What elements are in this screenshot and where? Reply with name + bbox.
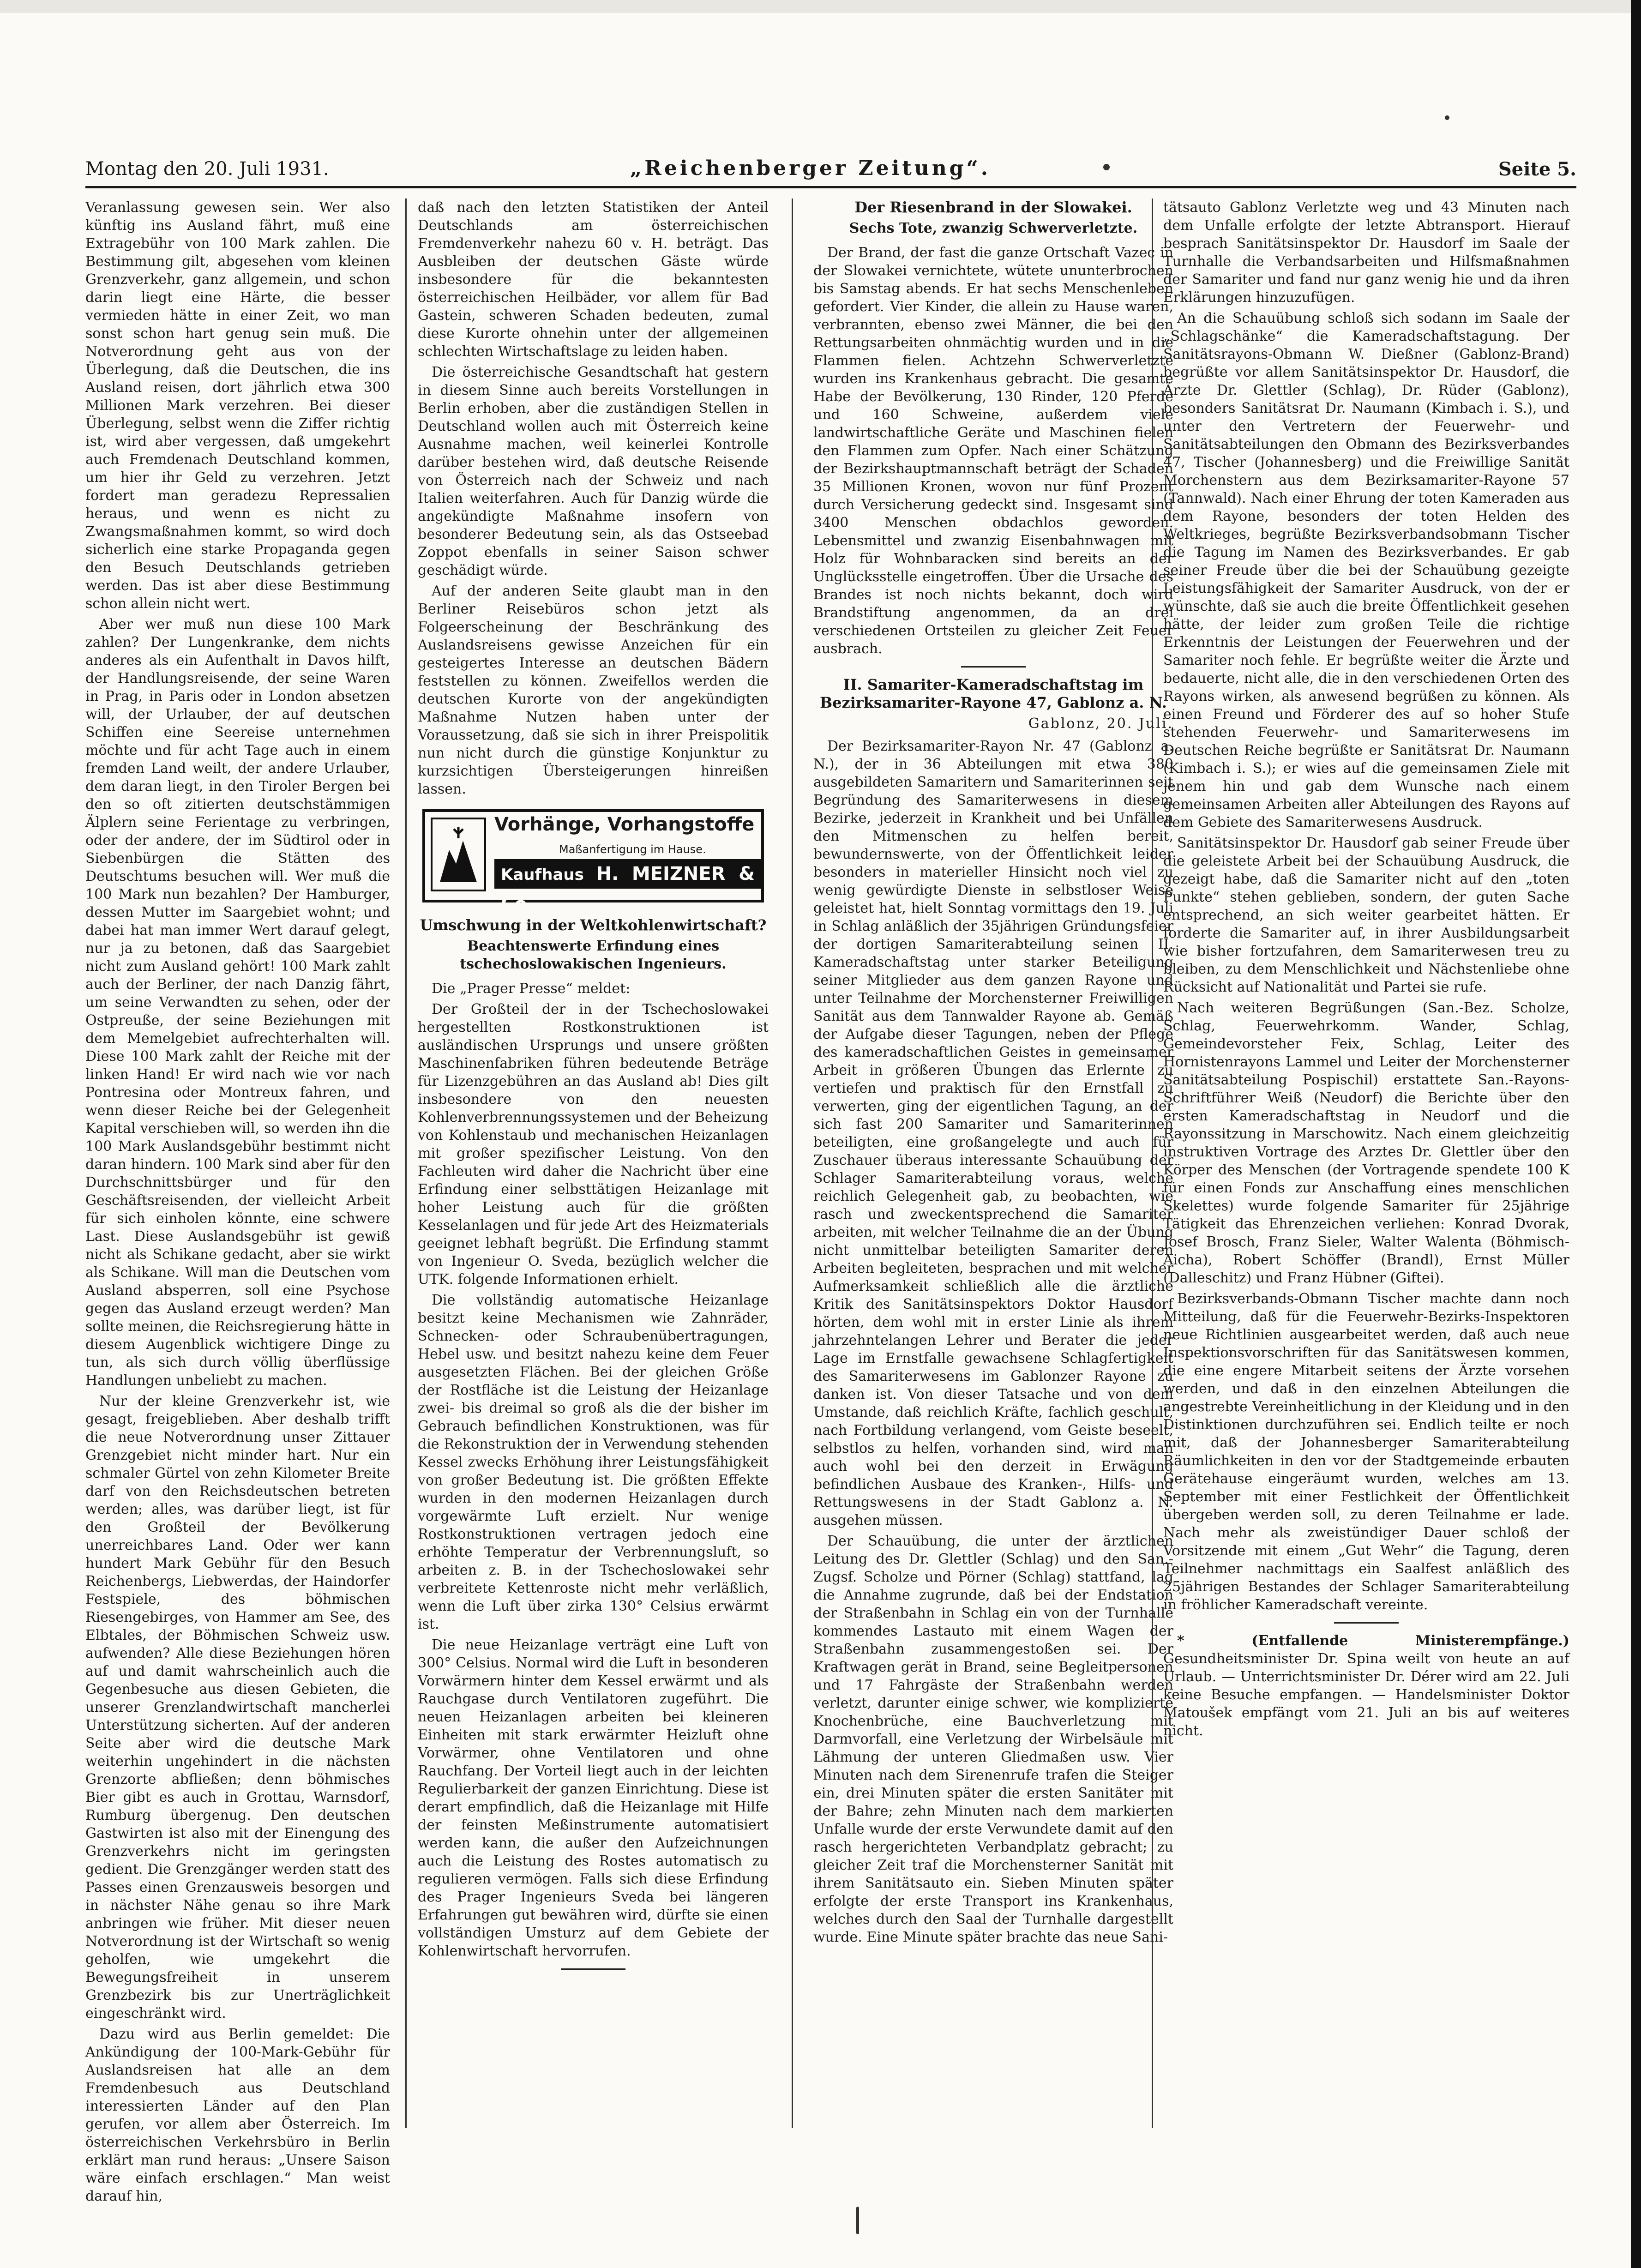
article-paragraph: Nach weiteren Begrüßungen (San.-Bez. Scholze, Schlag, Feuerwehrkomm. Wander, Schlag, Gemeindevorsteher Feix, Schlag, Leiter des Hornistenrayons Lammel und Leiter der Morchensterner Sanitätsabteilung Pospischil) erstattete San.-Rayons-Schriftführer Weiß (Neudorf) die Berichte über den ersten Kameradschaftstag in Neudorf und die Rayonssitzung in Marschowitz. Nach einem gleichzeitig instruktiven Vortrage des Arztes Dr. Glettler über den Körper des Menschen (der Vortragende spendete 100 K für einen Fonds zur Anschaffung eines menschlichen Skelettes) wurde folgende Samariter für 25jährige Tätigkeit das Ehrenzeichen verliehen: Konrad Dvorak, Josef Brosch, Franz Sieler, Walter Walenta (Böhmisch-Aicha), Robert Schöffer (Brandl), Ernst Müller (Dalleschitz) und Franz Hübner (Giftei). <box>1163 1000 1569 1286</box>
column-2 <box>418 199 769 2137</box>
news-notice <box>1163 1632 1569 1740</box>
column-4 <box>1163 199 1569 2137</box>
article-paragraph: Die vollständig automatische Heizanlage besitzt keine Mechanismen wie Zahnräder, Schnecken- oder Schraubenübertragungen, Hebel usw. und besitzt nahezu keine dem Feuer ausgesetzten Flächen. Bei der gleichen Größe der Rostfläche ist die Leistung der Heizanlage zwei- bis dreimal so groß als die der bisher im Gebrauch befindlichen Konstruktionen, was für die Rekonstruktion der in Verwendung stehenden Kessel zwecks Erhöhung ihrer Leistungsfähigkeit von großer Bedeutung ist. Die größten Effekte wurden in den modernen Heizanlagen durch vorgewärmte Luft erzielt. Nur wenige Rostkonstruktionen vertragen jedoch eine erhöhte Temperatur der Verbrennungsluft, so arbeiten z. B. in der Tschechoslowakei sehr verbreitete Kettenroste nicht mehr verläßlich, wenn die Luft über zirka 130° Celsius erwärmt ist. <box>418 1292 769 1632</box>
article-separator <box>561 1968 625 1970</box>
newspaper-title: „Reichenberger Zeitung“. <box>630 156 991 180</box>
column-1 <box>85 199 390 2204</box>
article-paragraph: Sanitätsinspektor Dr. Hausdorf gab seiner Freude über die geleistete Arbeit bei der Schauübung Ausdruck, die gezeigt habe, daß die Samariter nicht auf den „toten Punkte“ stehen geblieben, sondern, der guten Sache entsprechend, an sich weiter gearbeitet hätten. Er forderte die Samariter auf, in ihrer Ausbildungsarbeit wie bisher fortzufahren, dem Samariterwesen treu zu bleiben, zu dem Menschlichkeit und Nächstenliebe ohne Rücksicht auf Nationalität und Partei sie rufe. <box>1163 835 1569 995</box>
article-paragraph: Der Brand, der fast die ganze Ortschaft Vazec in der Slowakei vernichtete, wütete ununterbrochen bis Samstag abends. Er hat sechs Menschenleben gefordert. Vier Kinder, die allein zu Hause waren, verbrannten, ebenso zwei Männer, die bei den Rettungsarbeiten ohnmächtig wurden und in die Flammen fielen. Achtzehn Schwerverletzte wurden ins Krankenhaus gebracht. Die gesamte Habe der Bevölkerung, 130 Rinder, 120 Pferde und 160 Schweine, außerdem viele landwirtschaftliche Geräte und Maschinen fielen den Flammen zum Opfer. Nach einer Schätzung der Bezirkshauptmannschaft beträgt der Schaden 35 Millionen Kronen, wovon nur fünf Prozent durch Versicherung gedeckt sind. Insgesamt sind 3400 Menschen obdachlos geworden. Lebensmittel und zwanzig Eisenbahnwagen mit Holz für Wohnbaracken sind bereits an der Unglücksstelle eingetroffen. Über die Ursache des Brandes ist noch nichts bekannt, doch wird Brandstiftung angenommen, da an drei verschiedenen Ortsteilen zu gleicher Zeit Feuer ausbrach. <box>813 245 1173 657</box>
column-3 <box>813 199 1173 2137</box>
article-paragraph: Der Schauübung, die unter der ärztlichen Leitung des Dr. Glettler (Schlag) und den San.-Zugsf. Scholze und Pörner (Schlag) stattfand, lag die Annahme zugrunde, daß bei der Endstation der Straßenbahn in Schlag ein von der Turnhalle kommendes Lastauto mit einem Wagen der Straßenbahn zusammengestoßen sei. Der Kraftwagen gerät in Brand, seine Begleitpersonen und 17 Fahrgäste der Straßenbahn werden verletzt, darunter einige schwer, wie komplizierte Knochenbrüche, eine Bauchverletzung mit Darmvorfall, eine Verletzung der Wirbelsäule mit Lähmung der unteren Gliedmaßen usw. Vier Minuten nach dem Sirenenrufe trafen die Steiger ein, drei Minuten später die ersten Sanitäter mit der Bahre; zehn Minuten nach dem markierten Unfalle wurde der erste Verwundete damit auf den rasch hergerichteten Verbandplatz gebracht; zu gleicher Zeit traf die Morchensterner Sanität mit ihrem Sanitätsauto ein. Sieben Minuten später erfolgte der erste Transport ins Krankenhaus, welches durch den Saal der Turnhalle dargestellt wurde. Eine Minute später brachte das neue Sani- <box>813 1533 1173 1945</box>
header-rule <box>85 186 1576 188</box>
article-dateline: Gablonz, 20. Juli. <box>1028 716 1173 732</box>
article-paragraph: Veranlassung gewesen sein. Wer also künftig ins Ausland fährt, muß eine Extragebühr von 100 Mark zahlen. Die Bestimmung gilt, abgesehen vom kleinen Grenzverkehr, ganz allgemein, und schon darin liegt eine Härte, die besser vermieden hätte in einer Zeit, wo man sonst schon hart genug sein muß. Die Notverordnung geht aus von der Überlegung, daß die Deutschen, die ins Ausland reisen, dort jährlich etwa 300 Millionen Mark verzehren. Bei dieser Überlegung, selbst wenn die Ziffer richtig ist, wird aber vergessen, daß umgekehrt auch Fremdenach Deutschland kommen, um hier ihr Geld zu verzehren. Jetzt fordert man geradezu Repressalien heraus, und wenn es nicht zu Zwangsmaßnahmen kommt, so wird doch sicherlich eine starke Propaganda gegen den Besuch Deutschlands getrieben werden. Das ist aber diese Bestimmung schon allein nicht wert. <box>85 199 390 612</box>
advertisement-meizner <box>422 809 764 915</box>
header-date: Montag den 20. Juli 1931. <box>85 158 329 180</box>
page-number: Seite 5. <box>1498 158 1576 180</box>
article-paragraph: daß nach den letzten Statistiken der Anteil Deutschlands am österreichischen Fremdenverkehr nahezu 60 v. H. beträgt. Das Ausbleiben der deutschen Gäste würde insbesondere für die bekanntesten österreichischen Heilbäder, vor allem für Bad Gastein, schweren Schaden bedeuten, zumal diese Kurorte ohnehin unter der allgemeinen schlechten Wirtschaftslage zu leiden haben. <box>418 199 769 360</box>
ad-subline: Maßanfertigung im Hause. <box>559 843 706 856</box>
article-paragraph: Aber wer muß nun diese 100 Mark zahlen? Der Lungenkranke, dem nichts anderes als ein Aufenthalt in Davos hilft, der Handlungsreisende, der seine Waren in Prag, in Paris oder in London absetzen will, der Urlauber, der auf deutschen Schiffen eine Seereise unternehmen möchte und für acht Tage auch in einem fremden Land weilt, der andere Urlauber, dem daran liegt, in den Tiroler Bergen bei den so oft zitierten deutschstämmigen Älplern seine Ferientage zu verbringen, oder der andere, der im Südtirol oder in Siebenbürgen die Stätten des Deutschtums besuchen will. Wer muß die 100 Mark nun bezahlen? Der Hamburger, dessen Mutter im Saargebiet wohnt; und dabei hat man immer Wert darauf gelegt, nur ja zu betonen, daß das Saargebiet nicht zum Ausland gehört! 100 Mark zahlt auch der Berliner, der nach Danzig fährt, um seine Verwandten zu sehen, oder der Ostpreuße, der seine Beziehungen mit dem Memelgebiet aufrechterhalten will. Diese 100 Mark zahlt der Reiche mit der linken Hand! Er wird nach wie vor nach Pontresina oder Montreux fahren, und wenn dieser Reiche bei der Gelegenheit Kapital verschieben will, so werden ihn die 100 Mark Auslandsgebühr bestimmt nicht daran hindern. 100 Mark sind aber für den Durchschnittsbürger und für den Geschäftsreisenden, der vielleicht Arbeit für sich einholen könnte, eine schwere Last. Diese Auslandsgebühr ist gewiß nicht als Schikane gedacht, aber sie wirkt als Schikane. Will man die Deutschen vom Ausland absperren, soll eine Psychose gegen das Ausland erzeugt werden? Man sollte meinen, die Reichsregierung hätte in diesem Augenblick wichtigere Dinge zu tun, als sich durch völlig überflüssige Handlungen unbeliebt zu machen. <box>85 616 390 1389</box>
notice-body: Gesundheitsminister Dr. Spina weilt von heute an auf Urlaub. — Unterrichtsminister Dr. Dérer wird am 22. Juli keine Besuche empfangen. — Handelsminister Doktor Matoušek empfängt vom 21. Juli an bis auf weiteres nicht. <box>1163 1651 1569 1739</box>
column-divider <box>405 199 407 2128</box>
ad-firm-banner <box>494 859 761 915</box>
article-paragraph: Dazu wird aus Berlin gemeldet: Die Ankündigung der 100-Mark-Gebühr für Auslandsreisen hat alle an dem Fremdenbesuch aus Deutschland interessierten Länder auf den Plan gerufen, vor allem aber Österreich. Im österreichischen Verkehrsbüro in Berlin erklärt man rund heraus: „Unsere Saison wäre einfach erschlagen.“ Man weist darauf hin, <box>85 2026 390 2204</box>
article-separator <box>961 666 1026 668</box>
scan-speck <box>1103 164 1110 170</box>
column-divider <box>792 199 793 2128</box>
ad-firm-prefix: Kaufhaus <box>501 866 584 884</box>
article-paragraph: An die Schauübung schloß sich sodann im Saale der „Schlagschänke“ die Kameradschaftstagung. Der Sanitätsrayons-Obmann W. Dießner (Gablonz-Brand) begrüßte vor allem Sanitätsinspektor Dr. Hausdorf, die Ärzte Dr. Glettler (Schlag), Dr. Rüder (Gablonz), besonders Sanitätsrat Dr. Naumann (Kimbach i. S.), und unter den Vertretern der Feuerwehr- und Sanitätsabteilungen den Obmann des Bezirksverbandes 47, Tischer (Johannesberg) und die Freiwillige Sanität Morchenstern aus dem Bezirksamariter-Rayone 57 (Tannwald). Nach einer Ehrung der toten Kameraden aus dem Rayone, besonders der toten Helden des Weltkrieges, begrüßte Bezirksverbandsobmann Tischer die Tagung im Namen des Bezirksverbandes. Er gab seiner Freude über die bei der Schauübung gezeigte Leistungsfähigkeit der Samariter Ausdruck, von der er wünschte, daß sie auch die breite Öffentlichkeit gesehen hätte, der leider zum großen Teile die richtige Erkenntnis der Leistungen der Feuerwehren und der Samariter noch fehle. Er begrüßte weiter die Ärzte und bedauerte, nicht alle, die in den verschiedenen Orten des Rayons wirken, als anwesend begrüßen zu können. Als einen Freund und Förderer des auf so hoher Stufe stehenden Feuerwehr- und Samariterwesens im Deutschen Reiche begrüßte er Sanitätsrat Dr. Naumann (Kimbach i. S.); er wies auf die gemeinsamen Ziele mit jenem hin und gab dem Wunsche nach einem gemeinsamen Arbeiten aller Abteilungen des Rayons auf dem Gebiete des Samariterwesens Ausdruck. <box>1163 310 1569 830</box>
scan-speck <box>856 2207 859 2234</box>
article-headline: Der Riesenbrand in der Slowakei. <box>854 199 1132 216</box>
article-paragraph: tätsauto Gablonz Verletzte weg und 43 Minuten nach dem Unfalle erfolgte der letzte Abtransport. Hierauf besprach Sanitätsinspektor Dr. Hausdorf im Saale der Turnhalle die Verbandsarbeiten und Hilfsmaßnahmen der Samariter und fand nur ganz wenig hie und da ihren Erklärungen hinzuzufügen. <box>1163 199 1569 306</box>
article-paragraph: Auf der anderen Seite glaubt man in den Berliner Reisebüros schon jetzt als Folgeerscheinung der Beschränkung des Auslandsreisens gewisse Anzeichen für ein gesteigertes Interesse an deutschen Bädern feststellen zu können. Zweifellos werden die deutschen Kurorte von der angekündigten Maßnahme Nutzen haben unter der Voraussetzung, daß sie sich in ihrer Preispolitik nun nicht durch die günstige Konjunktur zu kurzsichtigen Übersteigerungen hinreißen lassen. <box>418 583 769 797</box>
article-separator <box>1334 1622 1399 1624</box>
article-paragraph: Die „Prager Presse“ meldet: <box>432 981 631 997</box>
article-paragraph: Nur der kleine Grenzverkehr ist, wie gesagt, freigeblieben. Aber deshalb trifft die neue Notverordnung unser Zittauer Grenzgebiet nicht minder hart. Nur ein schmaler Gürtel von zehn Kilometer Breite darf von den Reichsdeutschen betreten werden; alles, was darüber liegt, ist für den Großteil der Bevölkerung unerreichbares Land. Oder wer kann hundert Mark Gebühr für den Besuch Reichenbergs, Liebwerdas, der Haindorfer Festspiele, des böhmischen Riesengebirges, von Hammer am See, des Elbtales, der Böhmischen Schweiz usw. aufwenden? Alle diese Beziehungen hören auf und damit wahrscheinlich auch die Gegenbesuche aus diesen Gebieten, die unserer Grenzlandwirtschaft mancherlei Unterstützung sicherten. Auf der anderen Seite aber wird die deutsche Mark weiterhin ungehindert in die nächsten Grenzorte abfließen; denn böhmisches Bier gibt es auch in Grottau, Warnsdorf, Rumburg übergenug. Den deutschen Gastwirten ist also mit der Einengung des Grenzverkehrs nicht im geringsten gedient. Die Grenzgänger werden statt des Passes einen Grenzausweis besorgen und in nächster Nähe genau so ihre Mark anbringen wie früher. Mit dieser neuen Notverordnung ist der Wirtschaft so wenig geholfen, wie umgekehrt die Bewegungsfreiheit in unserem Grenzbezirk bis zur Unerträglichkeit eingeschränkt wird. <box>85 1393 390 2021</box>
article-paragraph: Der Bezirksamariter-Rayon Nr. 47 (Gablonz a. N.), der in 36 Abteilungen mit etwa 380 ausgebildeten Samaritern und Samariterinnen seit Begründung des Samariterwesens in diesem Bezirke, jederzeit in Krankheit und bei Unfällen den Mitmenschen zu helfen bereit, bewundernswerte, von der Öffentlichkeit leider besonders in materieller Hinsicht noch viel zu wenig gewürdigte Dienste in selbstloser Weise geleistet hat, hielt Sonntag vormittags den 19. Juli in Schlag anläßlich der 35jährigen Gründungsfeier der dortigen Samariterabteilung seinen II. Kameradschaftstag unter starker Beteiligung seiner Mitglieder aus dem ganzen Rayone und unter Teilnahme der Morchensterner Freiwilligen Sanität aus dem Tannwalder Rayone ab. Gemäß der Aufgabe dieser Tagungen, neben der Pflege des kameradschaftlichen Geistes in gemeinsamer Arbeit in größeren Übungen das Erlernte zu vertiefen und praktisch für den Ernstfall zu verwerten, ging der eigentlichen Tagung, an der sich fast 200 Samariter und Samariterinnen beteiligten, eine großangelegte und auch für Zuschauer überaus interessante Schauübung der Schlager Samariterabteilung voraus, welche reichlich Gelegenheit gab, zu beobachten, wie rasch und zweckentsprechend die Samariter arbeiten, mit welcher Teilnahme die an der Übung nicht unmittelbar beteiligten Samariter deren Arbeiten begleiteten, besprachen und mit welcher Aufmerksamkeit schließlich alle die ärztliche Kritik des Sanitätsinspektors Doktor Hausdorf hörten, dem wohl mit in erster Linie als ihrem jahrzehntelangen Lehrer und Berater die jeder Lage im Ernstfalle gewachsene Schlagfertigkeit des Samariterwesens im Gablonzer Rayone zu danken ist. Von dieser Tatsache und von dem Umstande, daß reichlich Kräfte, fachlich geschult, nach Fortbildung verlangend, vom Geiste beseelt, selbstlos zu helfen, vorhanden sind, wird man auch wohl bei den derzeit in Erwägung befindlichen Ausbaue des Kranken-, Hilfs- und Rettungswesens in der Stadt Gablonz a. N. ausgehen müssen. <box>813 738 1173 1528</box>
scan-right-edge <box>1631 0 1641 2268</box>
article-subheadline: Beachtenswerte Erfindung eines tschechoslowakischen Ingenieurs. <box>460 938 727 972</box>
article-headline: Umschwung in der Weltkohlenwirtschaft? <box>420 916 767 934</box>
ad-headline: Vorhänge, Vorhangstoffe <box>494 814 755 835</box>
ad-firm-name: H. MEIZNER & Co. <box>501 863 755 915</box>
article-paragraph: Die österreichische Gesandtschaft hat gestern in diesem Sinne auch bereits Vorstellungen in Berlin erhoben, aber die zuständigen Stellen in Deutschland wollen auch mit Österreich keine Ausnahme machen, weil keinerlei Kontrolle darüber bestehen wird, daß deutsche Reisende von Österreich nach der Schweiz und nach Italien weiterfahren. Auch für Danzig würde die angekündigte Maßnahme insofern von besonderer Bedeutung sein, als das Ostseebad Zoppot ebenfalls in seiner Saison schwer geschädigt würde. <box>418 364 769 578</box>
article-paragraph: Die neue Heizanlage verträgt eine Luft von 300° Celsius. Normal wird die Luft in besonderen Vorwärmern hinter dem Kessel erwärmt und als Rauchgase durch Ventilatoren zugeführt. Die neuen Heizanlagen arbeiten bei kleineren Einheiten mit stark erwärmter Heizluft ohne Vorwärmer, ohne Ventilatoren und ohne Rauchfang. Der Vorteil liegt auch in der leichten Regulierbarkeit der ganzen Einrichtung. Diese ist derart empfindlich, daß die Heizanlage mit Hilfe der feinsten Meßinstrumente automatisiert werden kann, die außer den Aufzeichnungen auch die Leistung des Rostes automatisch zu regulieren vermögen. Falls sich diese Erfindung des Prager Ingenieurs Sveda bei längeren Erfahrungen gut bewähren wird, dürfte sie einen vollständigen Umsturz auf dem Gebiete der Kohlenwirtschaft hervorrufen. <box>418 1637 769 1959</box>
notice-heading: * (Entfallende Ministerempfänge.) <box>1177 1633 1569 1649</box>
article-paragraph: Bezirksverbands-Obmann Tischer machte dann noch Mitteilung, daß für die Feuerwehr-Bezirks-Inspektoren neue Richtlinien ausgearbeitet werden, daß auch neue Inspektionsvorschriften für das Sanitätswesen kommen, die eine engere Mitarbeit seitens der Ärzte vorsehen werden, und daß in den einzelnen Abteilungen die angestrebte Vereinheitlichung in der Kleidung und in den Distinktionen durchzuführen sei. Endlich teilte er noch mit, daß der Johannesberger Samariterabteilung Räumlichkeiten in den vor der Stadtgemeinde erbauten Gerätehause eingeräumt wurden, welches am 13. September mit einer Festlichkeit der Öffentlichkeit übergeben werden soll, zu deren Teilnahme er lade. Nach mehr als zweistündiger Dauer schloß der Vorsitzende mit einem „Gut Wehr“ die Tagung, deren Teilnehmer nachmittags ein Saalfest anläßlich des 25jährigen Bestandes der Schlager Samariterabteilung in fröhlicher Kameradschaft vereinte. <box>1163 1291 1569 1613</box>
stag-logo-icon <box>431 818 486 891</box>
article-subheadline: Sechs Tote, zwanzig Schwerverletzte. <box>849 220 1138 236</box>
scan-top-edge <box>0 0 1641 13</box>
article-headline: II. Samariter-Kameradschaftstag im Bezirksamariter-Rayone 47, Gablonz a. N. <box>820 676 1167 711</box>
scan-speck <box>1445 115 1449 120</box>
article-paragraph: Der Großteil der in der Tschechoslowakei hergestellten Rostkonstruktionen ist ausländischen Ursprungs und unsere größten Maschinenfabriken führen bedeutende Beträge für Lizenzgebühren an das Ausland ab! Dies gilt insbesondere von den neuesten Kohlenverbrennungssystemen und der Beheizung von Kohlenstaub und mechanischen Heizanlagen mit großer spezifischer Leistung. Von den Fachleuten wird daher die Nachricht über eine Erfindung einer selbsttätigen Heizanlage mit hoher Leistung auch für die größten Kesselanlagen und für jede Art des Heizmaterials geeignet lebhaft begrüßt. Die Erfindung stammt von Ingenieur O. Sveda, bezüglich welcher die UTK. folgende Informationen erhielt. <box>418 1001 769 1287</box>
page-header <box>85 155 1576 187</box>
